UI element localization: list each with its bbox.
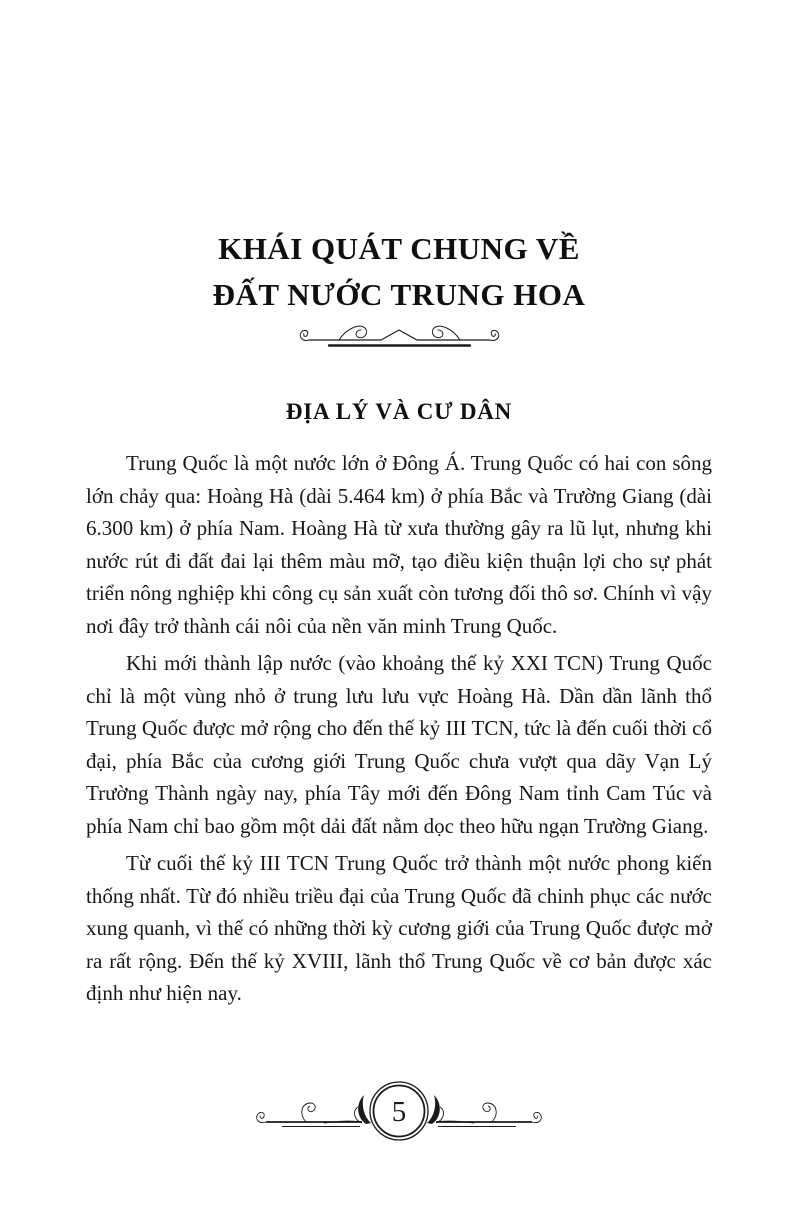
chapter-title-line-2: ĐẤT NƯỚC TRUNG HOA bbox=[212, 277, 586, 312]
chapter-title-line-1: KHÁI QUÁT CHUNG VỀ bbox=[218, 231, 580, 266]
page-number: 5 bbox=[391, 1096, 407, 1128]
body-paragraph-2: Khi mới thành lập nước (vào khoảng thế kỷ XXI TCN) Trung Quốc chỉ là một vùng nhỏ ở trung lưu lưu vực Hoàng Hà. Dần dần lãnh thổ Trung Quốc được mở rộng cho đến thế kỷ III TCN, tức là đến cuối thời cổ đại, phía Bắc của cương giới Trung Quốc chưa vượt qua dãy Vạn Lý Trường Thành ngày nay, phía Tây mới đến Đông Nam tỉnh Cam Túc và phía Nam chỉ bao gồm một dải đất nằm dọc theo hữu ngạn Trường Giang. bbox=[86, 651, 712, 838]
ornament-divider-icon bbox=[0, 321, 798, 353]
page-number-ornament-icon bbox=[0, 1080, 798, 1146]
body-paragraph-3: Từ cuối thế kỷ III TCN Trung Quốc trở thành một nước phong kiến thống nhất. Từ đó nhiều triều đại của Trung Quốc đã chinh phục các nước xung quanh, vì thế có những thời kỳ cương giới của Trung Quốc được mở ra rất rộng. Đến thế kỷ XVIII, lãnh thổ Trung Quốc về cơ bản được xác định như hiện nay. bbox=[86, 851, 712, 1005]
body-paragraph-1: Trung Quốc là một nước lớn ở Đông Á. Trung Quốc có hai con sông lớn chảy qua: Hoàng Hà (dài 5.464 km) ở phía Bắc và Trường Giang (dài 6.300 km) ở phía Nam. Hoàng Hà từ xưa thường gây ra lũ lụt, nhưng khi nước rút đi đất đai lại thêm màu mỡ, tạo điều kiện thuận lợi cho sự phát triển nông nghiệp khi công cụ sản xuất còn tương đối thô sơ. Chính vì vậy nơi đây trở thành cái nôi của nền văn minh Trung Quốc. bbox=[86, 451, 712, 638]
section-heading: ĐỊA LÝ VÀ CƯ DÂN bbox=[285, 399, 513, 424]
body-text bbox=[86, 447, 712, 1015]
chapter-title bbox=[0, 226, 798, 318]
